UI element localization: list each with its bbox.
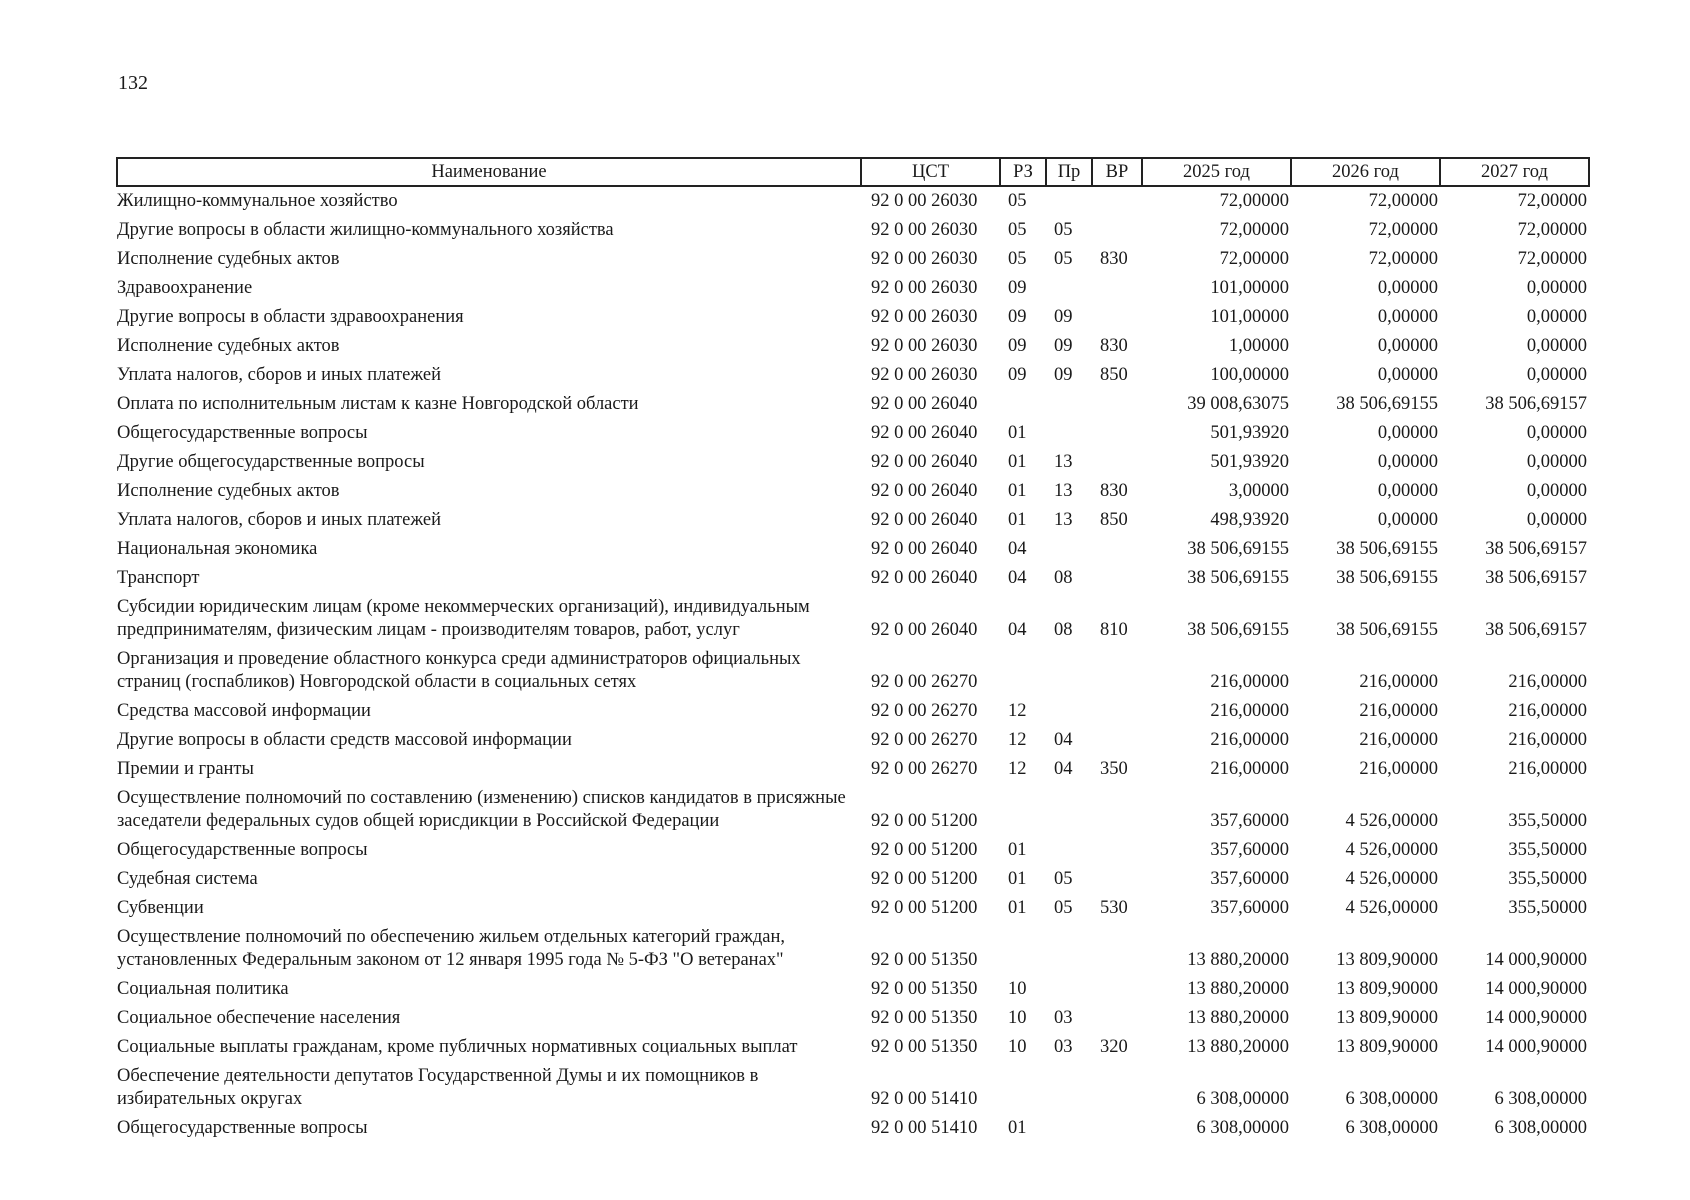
- cell-pr: 08: [1054, 568, 1073, 588]
- cell-cst: 92 0 00 26030: [871, 307, 978, 327]
- cell-2025: 38 506,69155: [1187, 568, 1289, 588]
- table-row: [117, 390, 1589, 419]
- cell-pr: 09: [1054, 365, 1073, 385]
- cell-cst: 92 0 00 51200: [871, 840, 978, 860]
- cell-2027: 216,00000: [1508, 730, 1587, 750]
- cell-vr: [1092, 274, 1142, 303]
- cell-rz: 05: [1008, 191, 1027, 211]
- cell-2027: 0,00000: [1526, 365, 1587, 385]
- cell-pr: 09: [1054, 336, 1073, 356]
- table-row: [117, 1114, 1589, 1143]
- cell-name: Общегосударственные вопросы: [117, 423, 368, 443]
- cell-name: Общегосударственные вопросы: [117, 840, 368, 860]
- cell-cst: 92 0 00 51410: [871, 1089, 978, 1109]
- cell-2027: 14 000,90000: [1485, 950, 1587, 970]
- cell-2026: 13 809,90000: [1336, 979, 1438, 999]
- cell-2025: 501,93920: [1210, 452, 1289, 472]
- cell-2027: 0,00000: [1526, 481, 1587, 501]
- cell-cst: 92 0 00 26030: [871, 278, 978, 298]
- cell-rz: [1000, 923, 1046, 975]
- table-row: [117, 784, 1589, 836]
- cell-name: Исполнение судебных актов: [117, 481, 340, 501]
- cell-cst: 92 0 00 26040: [871, 452, 978, 472]
- cell-name: Субсидии юридическим лицам (кроме некоммерческих организаций), индивидуальным предпринимателям, физическим лицам - производителям товаров, работ, услуг: [117, 597, 810, 640]
- cell-rz: 10: [1008, 1008, 1027, 1028]
- cell-cst: 92 0 00 26030: [871, 191, 978, 211]
- cell-vr: [1092, 303, 1142, 332]
- cell-vr: [1092, 1062, 1142, 1114]
- cell-2025: 38 506,69155: [1187, 539, 1289, 559]
- cell-2025: 357,60000: [1210, 898, 1289, 918]
- cell-rz: 12: [1008, 759, 1027, 779]
- cell-2027: 72,00000: [1517, 191, 1587, 211]
- cell-2025: 357,60000: [1210, 840, 1289, 860]
- cell-pr: 04: [1054, 759, 1073, 779]
- cell-cst: 92 0 00 26030: [871, 249, 978, 269]
- cell-2026: 38 506,69155: [1336, 568, 1438, 588]
- cell-2025: 6 308,00000: [1196, 1118, 1289, 1138]
- cell-name: Обеспечение деятельности депутатов Государственной Думы и их помощников в избирательных округах: [117, 1066, 759, 1109]
- cell-cst: 92 0 00 26270: [871, 759, 978, 779]
- table-row: [117, 593, 1589, 645]
- cell-2027: 0,00000: [1526, 307, 1587, 327]
- table-body: [117, 186, 1589, 1143]
- cell-rz: 04: [1008, 539, 1027, 559]
- table-row: [117, 332, 1589, 361]
- cell-rz: [1000, 1062, 1046, 1114]
- cell-rz: [1000, 390, 1046, 419]
- cell-2026: 0,00000: [1377, 307, 1438, 327]
- cell-2025: 13 880,20000: [1187, 1037, 1289, 1057]
- cell-name: Оплата по исполнительным листам к казне Новгородской области: [117, 394, 639, 414]
- cell-vr: [1092, 865, 1142, 894]
- cell-pr: [1046, 1062, 1092, 1114]
- cell-cst: 92 0 00 26270: [871, 730, 978, 750]
- cell-pr: [1046, 186, 1092, 216]
- cell-cst: 92 0 00 51350: [871, 979, 978, 999]
- table-row: [117, 303, 1589, 332]
- cell-name: Социальные выплаты гражданам, кроме публичных нормативных социальных выплат: [117, 1037, 798, 1057]
- header-cst: ЦСТ: [861, 158, 1000, 186]
- cell-2025: 498,93920: [1210, 510, 1289, 530]
- cell-name: Уплата налогов, сборов и иных платежей: [117, 510, 442, 530]
- cell-pr: [1046, 923, 1092, 975]
- cell-2025: 72,00000: [1219, 191, 1289, 211]
- table-row: [117, 1004, 1589, 1033]
- header-pr: Пр: [1046, 158, 1092, 186]
- cell-rz: 01: [1008, 510, 1027, 530]
- cell-2026: 0,00000: [1377, 452, 1438, 472]
- cell-pr: 08: [1054, 620, 1073, 640]
- cell-2026: 38 506,69155: [1336, 539, 1438, 559]
- table-header-row: [117, 158, 1589, 186]
- table-row: [117, 865, 1589, 894]
- cell-name: Субвенции: [117, 898, 204, 918]
- header-2025: 2025 год: [1142, 158, 1291, 186]
- cell-vr: [1092, 697, 1142, 726]
- cell-pr: [1046, 1114, 1092, 1143]
- table-row: [117, 645, 1589, 697]
- cell-2027: 355,50000: [1508, 840, 1587, 860]
- cell-2027: 38 506,69157: [1485, 394, 1587, 414]
- cell-pr: 13: [1054, 481, 1073, 501]
- table-row: [117, 755, 1589, 784]
- cell-cst: 92 0 00 51200: [871, 898, 978, 918]
- cell-2027: 38 506,69157: [1485, 568, 1587, 588]
- cell-2025: 101,00000: [1210, 278, 1289, 298]
- cell-name: Социальная политика: [117, 979, 289, 999]
- cell-2026: 13 809,90000: [1336, 950, 1438, 970]
- page-number: 132: [118, 72, 148, 94]
- cell-vr: [1092, 923, 1142, 975]
- cell-2026: 216,00000: [1359, 701, 1438, 721]
- cell-name: Социальное обеспечение населения: [117, 1008, 401, 1028]
- cell-rz: 05: [1008, 249, 1027, 269]
- cell-name: Другие общегосударственные вопросы: [117, 452, 425, 472]
- table-row: [117, 923, 1589, 975]
- cell-2026: 13 809,90000: [1336, 1008, 1438, 1028]
- cell-name: Другие вопросы в области средств массовой информации: [117, 730, 572, 750]
- cell-2027: 355,50000: [1508, 811, 1587, 831]
- cell-name: Уплата налогов, сборов и иных платежей: [117, 365, 442, 385]
- cell-2027: 6 308,00000: [1494, 1089, 1587, 1109]
- cell-2025: 357,60000: [1210, 869, 1289, 889]
- cell-vr: [1092, 975, 1142, 1004]
- table-row: [117, 564, 1589, 593]
- cell-2026: 4 526,00000: [1345, 869, 1438, 889]
- cell-2026: 216,00000: [1359, 730, 1438, 750]
- cell-vr: [1092, 390, 1142, 419]
- cell-2027: 14 000,90000: [1485, 1037, 1587, 1057]
- cell-2026: 6 308,00000: [1345, 1089, 1438, 1109]
- table-row: [117, 477, 1589, 506]
- cell-2027: 0,00000: [1526, 336, 1587, 356]
- cell-rz: 01: [1008, 452, 1027, 472]
- header-rz: РЗ: [1000, 158, 1046, 186]
- cell-vr: [1092, 216, 1142, 245]
- cell-rz: 01: [1008, 840, 1027, 860]
- cell-2027: 216,00000: [1508, 759, 1587, 779]
- cell-2025: 38 506,69155: [1187, 620, 1289, 640]
- cell-name: Премии и гранты: [117, 759, 254, 779]
- cell-2026: 0,00000: [1377, 336, 1438, 356]
- cell-pr: [1046, 975, 1092, 1004]
- cell-rz: [1000, 645, 1046, 697]
- cell-cst: 92 0 00 51200: [871, 811, 978, 831]
- cell-2025: 39 008,63075: [1187, 394, 1289, 414]
- table-row: [117, 245, 1589, 274]
- cell-rz: 05: [1008, 220, 1027, 240]
- cell-2026: 13 809,90000: [1336, 1037, 1438, 1057]
- cell-2027: 216,00000: [1508, 672, 1587, 692]
- cell-vr: [1092, 645, 1142, 697]
- cell-2025: 100,00000: [1210, 365, 1289, 385]
- table-row: [117, 697, 1589, 726]
- cell-vr: [1092, 448, 1142, 477]
- cell-2026: 6 308,00000: [1345, 1118, 1438, 1138]
- cell-rz: [1000, 784, 1046, 836]
- table-row: [117, 506, 1589, 535]
- cell-name: Транспорт: [117, 568, 200, 588]
- cell-cst: 92 0 00 51350: [871, 1037, 978, 1057]
- cell-rz: 01: [1008, 423, 1027, 443]
- cell-2027: 0,00000: [1526, 452, 1587, 472]
- cell-2026: 0,00000: [1377, 365, 1438, 385]
- cell-pr: 05: [1054, 869, 1073, 889]
- cell-name: Здравоохранение: [117, 278, 253, 298]
- table-row: [117, 216, 1589, 245]
- cell-2026: 0,00000: [1377, 510, 1438, 530]
- cell-rz: 09: [1008, 307, 1027, 327]
- cell-pr: [1046, 836, 1092, 865]
- cell-cst: 92 0 00 51350: [871, 1008, 978, 1028]
- cell-cst: 92 0 00 26040: [871, 510, 978, 530]
- cell-2025: 101,00000: [1210, 307, 1289, 327]
- cell-cst: 92 0 00 26040: [871, 620, 978, 640]
- table-row: [117, 274, 1589, 303]
- cell-vr: 320: [1100, 1037, 1128, 1057]
- cell-2027: 72,00000: [1517, 249, 1587, 269]
- cell-2026: 72,00000: [1368, 249, 1438, 269]
- cell-vr: [1092, 535, 1142, 564]
- table-row: [117, 361, 1589, 390]
- cell-pr: 09: [1054, 307, 1073, 327]
- cell-name: Средства массовой информации: [117, 701, 371, 721]
- cell-name: Осуществление полномочий по обеспечению жильем отдельных категорий граждан, установленных Федеральным законом от 12 января 1995 года № 5-ФЗ "О ветеранах": [117, 927, 786, 970]
- cell-cst: 92 0 00 51200: [871, 869, 978, 889]
- cell-2026: 0,00000: [1377, 481, 1438, 501]
- cell-name: Осуществление полномочий по составлению (изменению) списков кандидатов в присяжные заседатели федеральных судов общей юрисдикции в Российской Федерации: [117, 788, 846, 831]
- table-row: [117, 535, 1589, 564]
- cell-name: Судебная система: [117, 869, 258, 889]
- cell-rz: 09: [1008, 336, 1027, 356]
- cell-pr: [1046, 390, 1092, 419]
- cell-2026: 0,00000: [1377, 278, 1438, 298]
- cell-vr: [1092, 784, 1142, 836]
- cell-cst: 92 0 00 26040: [871, 539, 978, 559]
- cell-2025: 216,00000: [1210, 701, 1289, 721]
- cell-pr: [1046, 419, 1092, 448]
- table-row: [117, 836, 1589, 865]
- cell-cst: 92 0 00 26040: [871, 481, 978, 501]
- cell-2026: 72,00000: [1368, 191, 1438, 211]
- header-name: Наименование: [117, 158, 861, 186]
- cell-2027: 14 000,90000: [1485, 1008, 1587, 1028]
- table-row: [117, 419, 1589, 448]
- header-vr: ВР: [1092, 158, 1142, 186]
- cell-2027: 0,00000: [1526, 510, 1587, 530]
- cell-vr: [1092, 186, 1142, 216]
- cell-name: Другие вопросы в области жилищно-коммунального хозяйства: [117, 220, 614, 240]
- cell-2025: 216,00000: [1210, 672, 1289, 692]
- cell-pr: 05: [1054, 898, 1073, 918]
- cell-rz: 01: [1008, 898, 1027, 918]
- cell-name: Организация и проведение областного конкурса среди администраторов официальных страниц (госпабликов) Новгородской области в социальных сетях: [117, 649, 801, 692]
- cell-2026: 216,00000: [1359, 672, 1438, 692]
- cell-2025: 1,00000: [1228, 336, 1289, 356]
- table-row: [117, 1033, 1589, 1062]
- cell-cst: 92 0 00 26040: [871, 423, 978, 443]
- cell-vr: [1092, 419, 1142, 448]
- cell-2027: 216,00000: [1508, 701, 1587, 721]
- table-row: [117, 975, 1589, 1004]
- table-row: [117, 186, 1589, 216]
- cell-2025: 216,00000: [1210, 730, 1289, 750]
- cell-rz: 01: [1008, 1118, 1027, 1138]
- cell-pr: 13: [1054, 510, 1073, 530]
- cell-2027: 355,50000: [1508, 869, 1587, 889]
- cell-rz: 10: [1008, 1037, 1027, 1057]
- cell-cst: 92 0 00 51410: [871, 1118, 978, 1138]
- cell-2026: 72,00000: [1368, 220, 1438, 240]
- cell-vr: [1092, 726, 1142, 755]
- cell-pr: 13: [1054, 452, 1073, 472]
- cell-vr: 810: [1100, 620, 1128, 640]
- cell-2027: 6 308,00000: [1494, 1118, 1587, 1138]
- cell-rz: 09: [1008, 365, 1027, 385]
- budget-table: [116, 157, 1590, 1143]
- cell-2025: 72,00000: [1219, 249, 1289, 269]
- cell-2027: 38 506,69157: [1485, 620, 1587, 640]
- cell-2025: 13 880,20000: [1187, 979, 1289, 999]
- cell-2025: 501,93920: [1210, 423, 1289, 443]
- cell-pr: 05: [1054, 220, 1073, 240]
- cell-2027: 355,50000: [1508, 898, 1587, 918]
- cell-2026: 4 526,00000: [1345, 840, 1438, 860]
- cell-rz: 04: [1008, 568, 1027, 588]
- cell-2027: 38 506,69157: [1485, 539, 1587, 559]
- cell-name: Исполнение судебных актов: [117, 336, 340, 356]
- cell-pr: [1046, 535, 1092, 564]
- cell-2027: 72,00000: [1517, 220, 1587, 240]
- cell-vr: [1092, 836, 1142, 865]
- cell-2027: 0,00000: [1526, 423, 1587, 443]
- cell-2027: 0,00000: [1526, 278, 1587, 298]
- cell-cst: 92 0 00 26030: [871, 336, 978, 356]
- cell-vr: [1092, 1004, 1142, 1033]
- cell-cst: 92 0 00 26030: [871, 220, 978, 240]
- cell-rz: 01: [1008, 481, 1027, 501]
- cell-pr: [1046, 274, 1092, 303]
- cell-pr: [1046, 697, 1092, 726]
- cell-vr: 350: [1100, 759, 1128, 779]
- table-row: [117, 726, 1589, 755]
- cell-name: Общегосударственные вопросы: [117, 1118, 368, 1138]
- header-2026: 2026 год: [1291, 158, 1440, 186]
- cell-2025: 13 880,20000: [1187, 1008, 1289, 1028]
- cell-2026: 38 506,69155: [1336, 620, 1438, 640]
- cell-pr: [1046, 784, 1092, 836]
- cell-2025: 357,60000: [1210, 811, 1289, 831]
- cell-rz: 04: [1008, 620, 1027, 640]
- cell-vr: [1092, 1114, 1142, 1143]
- cell-cst: 92 0 00 26270: [871, 701, 978, 721]
- cell-2026: 216,00000: [1359, 759, 1438, 779]
- cell-vr: 850: [1100, 365, 1128, 385]
- cell-rz: 01: [1008, 869, 1027, 889]
- cell-rz: 09: [1008, 278, 1027, 298]
- cell-2025: 6 308,00000: [1196, 1089, 1289, 1109]
- cell-pr: 04: [1054, 730, 1073, 750]
- table-row: [117, 448, 1589, 477]
- table-row: [117, 1062, 1589, 1114]
- cell-2025: 72,00000: [1219, 220, 1289, 240]
- cell-2026: 4 526,00000: [1345, 898, 1438, 918]
- cell-vr: 830: [1100, 481, 1128, 501]
- cell-pr: 03: [1054, 1037, 1073, 1057]
- header-2027: 2027 год: [1440, 158, 1589, 186]
- cell-2026: 4 526,00000: [1345, 811, 1438, 831]
- cell-2026: 38 506,69155: [1336, 394, 1438, 414]
- cell-2027: 14 000,90000: [1485, 979, 1587, 999]
- cell-cst: 92 0 00 51350: [871, 950, 978, 970]
- cell-name: Другие вопросы в области здравоохранения: [117, 307, 464, 327]
- cell-2025: 13 880,20000: [1187, 950, 1289, 970]
- cell-cst: 92 0 00 26030: [871, 365, 978, 385]
- cell-2025: 3,00000: [1228, 481, 1289, 501]
- cell-vr: 830: [1100, 336, 1128, 356]
- cell-vr: 830: [1100, 249, 1128, 269]
- cell-rz: 10: [1008, 979, 1027, 999]
- cell-rz: 12: [1008, 701, 1027, 721]
- cell-pr: 03: [1054, 1008, 1073, 1028]
- cell-pr: [1046, 645, 1092, 697]
- cell-pr: 05: [1054, 249, 1073, 269]
- cell-rz: 12: [1008, 730, 1027, 750]
- cell-name: Жилищно-коммунальное хозяйство: [117, 191, 398, 211]
- cell-vr: [1092, 564, 1142, 593]
- table-row: [117, 894, 1589, 923]
- cell-cst: 92 0 00 26270: [871, 672, 978, 692]
- cell-cst: 92 0 00 26040: [871, 394, 978, 414]
- cell-vr: 530: [1100, 898, 1128, 918]
- cell-name: Исполнение судебных актов: [117, 249, 340, 269]
- cell-vr: 850: [1100, 510, 1128, 530]
- cell-cst: 92 0 00 26040: [871, 568, 978, 588]
- cell-2026: 0,00000: [1377, 423, 1438, 443]
- cell-2025: 216,00000: [1210, 759, 1289, 779]
- cell-name: Национальная экономика: [117, 539, 318, 559]
